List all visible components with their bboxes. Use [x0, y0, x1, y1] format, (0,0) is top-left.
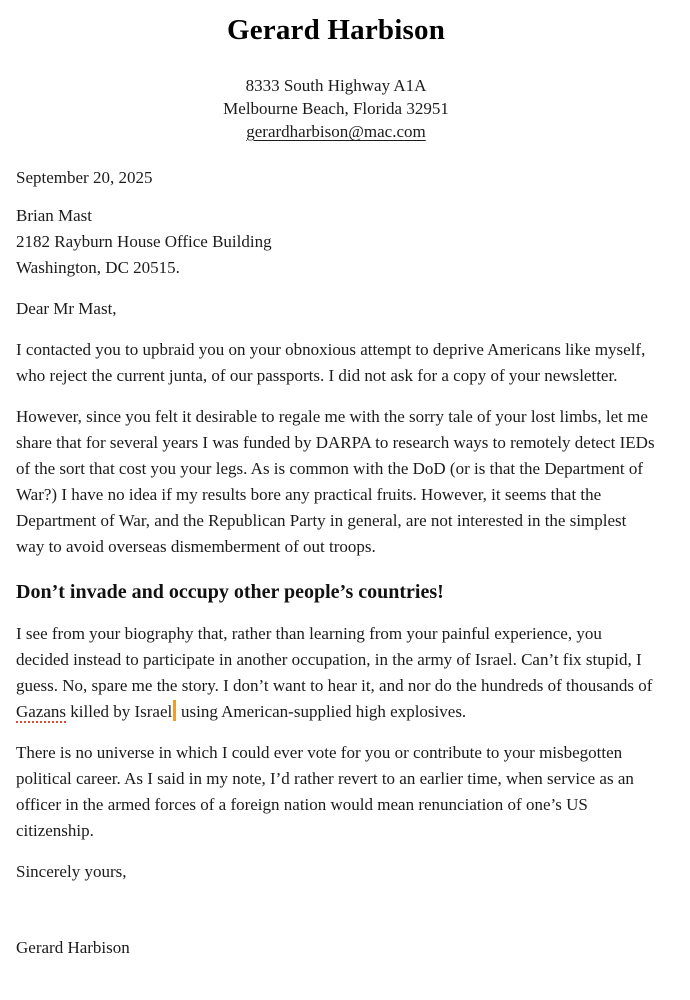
paragraph-3-text-middle[interactable]: killed by Israel: [66, 702, 173, 721]
emphasis-heading[interactable]: Don’t invade and occupy other people’s countries!: [16, 581, 444, 603]
recipient-block[interactable]: [16, 203, 656, 281]
letterhead: [16, 12, 656, 143]
misspelled-word[interactable]: Gazans: [16, 702, 67, 721]
text-caret: [173, 700, 176, 721]
recipient-name[interactable]: Brian Mast: [16, 206, 93, 225]
recipient-address-line2[interactable]: Washington, DC 20515.: [16, 258, 180, 277]
body-paragraph-4[interactable]: There is no universe in which I could ever vote for you or contribute to your misbegotten political career. As I said in my note, I’d rather revert to an earlier time, when service as an officer in the armed forces of a foreign nation would mean renunciation of one’s US citizenship.: [16, 743, 634, 840]
body-paragraph-3[interactable]: [16, 621, 656, 725]
closing[interactable]: Sincerely yours,: [16, 862, 127, 881]
letterhead-address: [16, 74, 656, 143]
body-paragraph-2[interactable]: However, since you felt it desirable to regale me with the sorry tale of your lost limbs, let me share that for several years I was funded by DARPA to research ways to remotely detect IEDs of the sort that cost you your legs. As is common with the DoD (or is that the Department of War?) I have no idea if my results bore any practical fruits. However, it seems that the Department of War, and the Republican Party in general, are not interested in the simplest way to avoid overseas dismemberment of out troops.: [16, 407, 655, 556]
recipient-address-line1[interactable]: 2182 Rayburn House Office Building: [16, 232, 272, 251]
letter-date[interactable]: September 20, 2025: [16, 168, 153, 187]
email-link[interactable]: gerardharbison@mac.com: [246, 122, 426, 141]
salutation[interactable]: Dear Mr Mast,: [16, 299, 117, 318]
paragraph-3-text-after[interactable]: using American-supplied high explosives.: [176, 702, 467, 721]
signature-name[interactable]: Gerard Harbison: [16, 938, 130, 957]
body-paragraph-1[interactable]: I contacted you to upbraid you on your obnoxious attempt to deprive Americans like myself, who reject the current junta, of our passports. I did not ask for a copy of your newsletter.: [16, 340, 646, 385]
letterhead-address-line1[interactable]: 8333 South Highway A1A: [245, 76, 427, 95]
paragraph-3-text-before[interactable]: I see from your biography that, rather than learning from your painful experience, you decided instead to participate in another occupation, in the army of Israel. Can’t fix stupid, I guess. No, spare me the story. I don’t want to hear it, and nor do the hundreds of thousands of: [16, 624, 653, 695]
letterhead-name[interactable]: Gerard Harbison: [226, 14, 446, 46]
letterhead-address-line2[interactable]: Melbourne Beach, Florida 32951: [223, 99, 449, 118]
